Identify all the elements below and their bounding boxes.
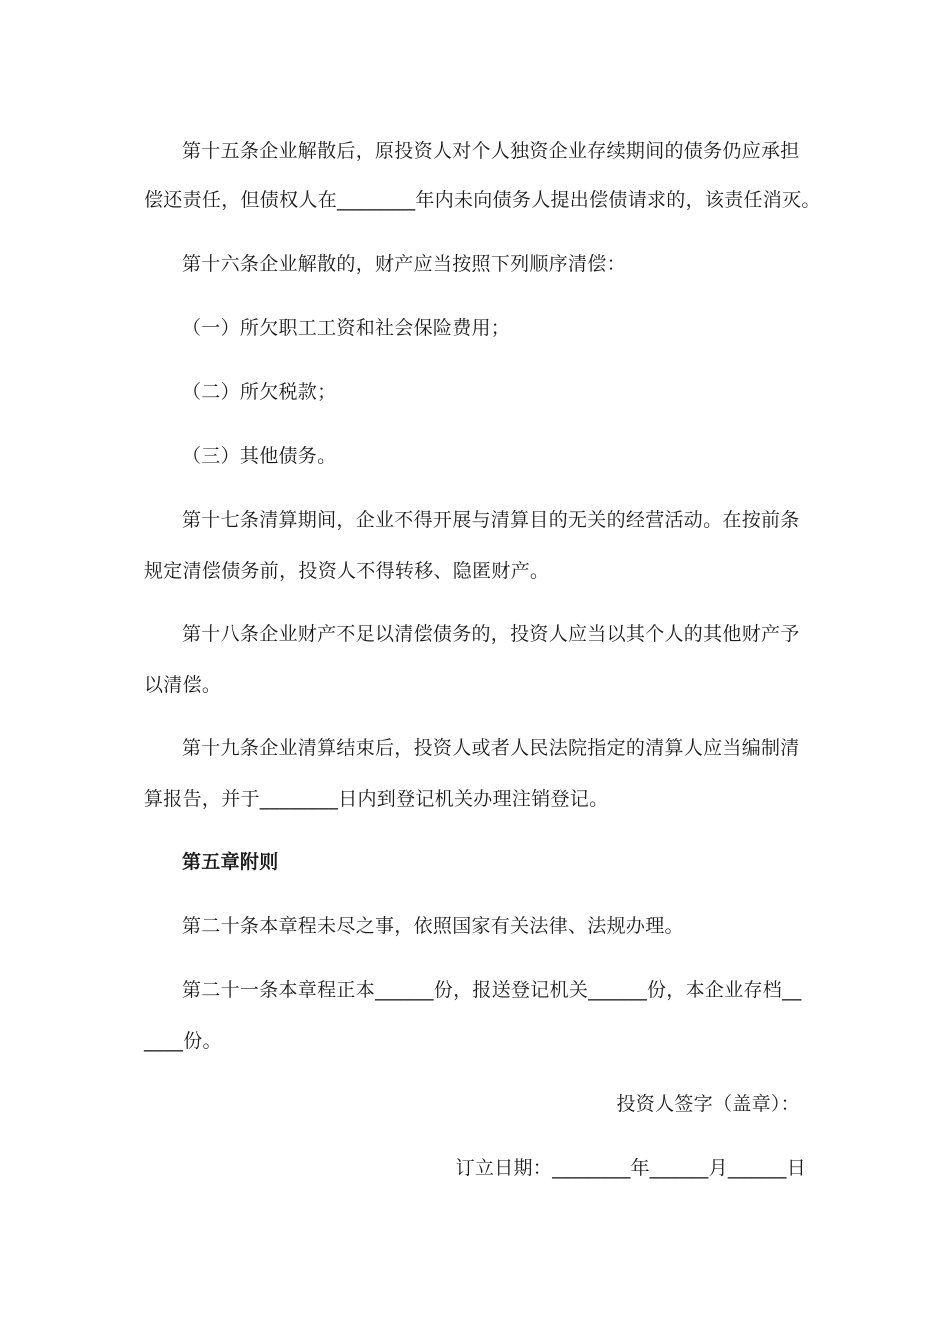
article-21-line-2: ____份。 xyxy=(144,1030,222,1052)
list-item-3: （三）其他债务。 xyxy=(182,445,337,467)
article-21-line-1: 第二十一条本章程正本______份，报送登记机关______份，本企业存档__ xyxy=(182,979,802,1001)
article-18-line-2: 以清偿。 xyxy=(144,674,222,696)
article-17-line-1: 第十七条清算期间，企业不得开展与清算目的无关的经营活动。在按前条 xyxy=(182,509,800,531)
article-15-line-1: 第十五条企业解散后，原投资人对个人独资企业存续期间的债务仍应承担 xyxy=(182,140,800,162)
article-17-line-2: 规定清偿债务前，投资人不得转移、隐匿财产。 xyxy=(144,560,550,582)
signature-line: 投资人签字（盖章）： xyxy=(616,1093,800,1115)
article-18-line-1: 第十八条企业财产不足以清偿债务的，投资人应当以其个人的其他财产予 xyxy=(182,623,800,645)
article-20: 第二十条本章程未尽之事，依照国家有关法律、法规办理。 xyxy=(182,915,684,937)
article-16: 第十六条企业解散的，财产应当按照下列顺序清偿： xyxy=(182,253,626,275)
date-line: 订立日期：________年______月______日 xyxy=(455,1157,806,1179)
article-19-line-2: 算报告，并于________日内到登记机关办理注销登记。 xyxy=(144,788,609,810)
list-item-1: （一）所欠职工工资和社会保险费用； xyxy=(182,317,511,339)
article-19-line-1: 第十九条企业清算结束后，投资人或者人民法院指定的清算人应当编制清 xyxy=(182,737,800,759)
list-item-2: （二）所欠税款； xyxy=(182,381,337,403)
chapter-heading: 第五章附则 xyxy=(182,851,279,873)
article-15-line-2: 偿还责任，但债权人在________年内未向债务人提出偿债请求的，该责任消灭。 xyxy=(144,189,821,211)
